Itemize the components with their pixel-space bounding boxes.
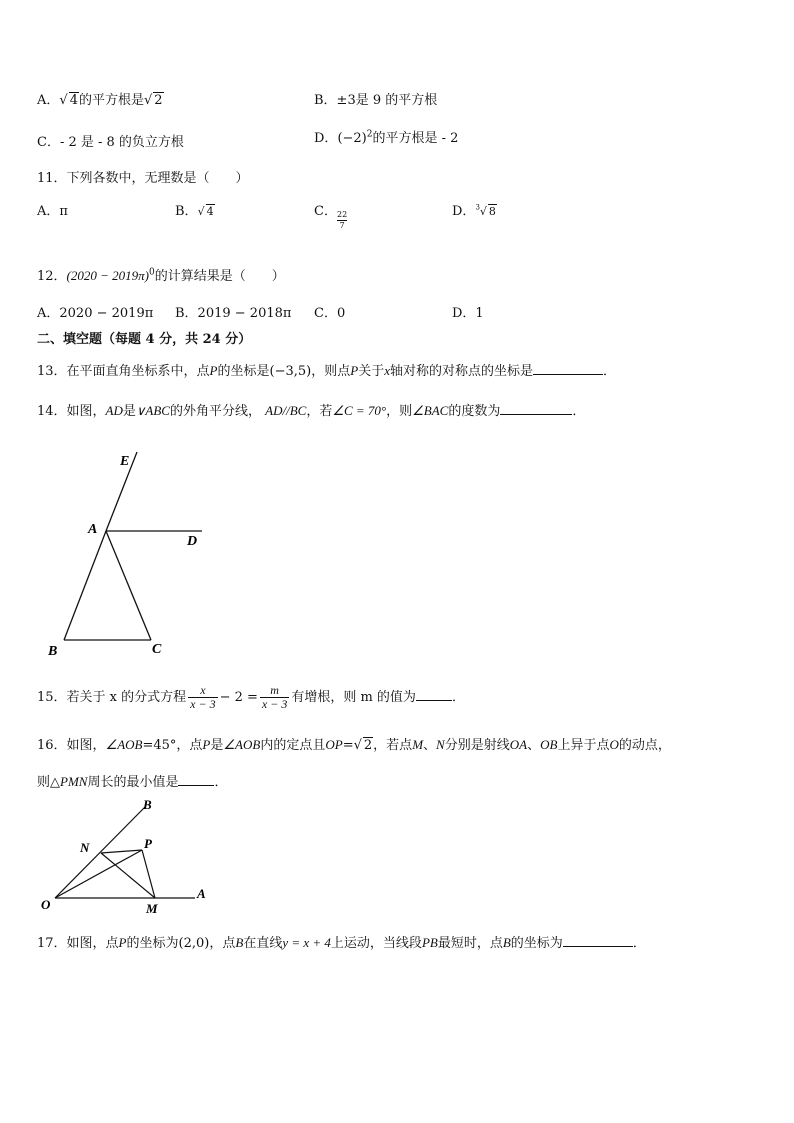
q14-text: 14．如图，AD是∨ABC的外角平分线， AD//BC，若∠C = 70°，则∠BAC的度数为 ． (37, 403, 586, 419)
q10-option-b: B．±3是 9 的平方根 (314, 93, 438, 108)
label-c: C (152, 642, 162, 657)
q11-option-a: A．π (37, 204, 68, 219)
q13-text: 13．在平面直角坐标系中，点P的坐标是(−3,5)，则点P关于x轴对称的对称点的坐标是 ． (37, 363, 617, 379)
q17-text: 17．如图，点P的坐标为(2,0)，点B在直线y = x + 4上运动，当线段PB最短时，点B的坐标为 ． (37, 935, 646, 951)
q11-option-b: B．√ 4 (175, 204, 214, 219)
q17-answer-blank (563, 934, 633, 947)
label-o: O (41, 897, 51, 912)
label-m: M (146, 901, 158, 916)
q15-answer-blank (416, 688, 452, 701)
label-a: A (197, 886, 206, 901)
label-e: E (120, 454, 130, 469)
figure-14 (40, 445, 220, 665)
q11-option-c-fraction: $\frac{22}{7}$ (337, 210, 348, 230)
q11-option-c: C． (314, 204, 337, 219)
q12-option-b: B．2019 − 2018π (175, 306, 292, 321)
q12-option-a: A．2020 − 2019π (37, 306, 154, 321)
label-b: B (48, 644, 58, 659)
label-d: D (187, 534, 198, 549)
q14-answer-blank (500, 402, 572, 415)
q11-option-d: D．$^3$√ 8 (452, 203, 496, 219)
q13-answer-blank (533, 362, 603, 375)
q11-stem: 11．下列各数中，无理数是（ ） (37, 171, 249, 186)
label-n: N (80, 840, 90, 855)
label-b: B (143, 797, 152, 812)
q10-option-c: C．- 2 是 - 8 的负立方根 (37, 135, 184, 150)
q12-option-c: C．0 (314, 306, 346, 321)
label-p: P (144, 836, 152, 851)
q16-answer-blank (178, 773, 214, 786)
q10-option-a: A．√ 4的平方根是√ 2 (37, 93, 163, 108)
figure-16 (35, 795, 215, 920)
q16-text-line1: 16．如图，∠AOB=45°，点P是∠AOB内的定点且OP=√ 2，若点M、N分别是射线OA、OB上异于点O的动点， (37, 737, 671, 753)
q12-stem: 12．$(2020 - 2019\pi)^0$的计算结果是（ ） (37, 267, 285, 284)
q15-text: 15．若关于 x 的分式方程 $\frac{x}{x - 3}$ − 2 = $\frac{m}{x - 3}$ 有增根，则 m 的值为 ． (37, 683, 465, 712)
section-heading: 二、填空题（每题 4 分，共 24 分） (37, 332, 252, 347)
q10-option-d: D．$(-2)^2$的平方根是 - 2 (314, 129, 459, 146)
q12-option-d: D．1 (452, 306, 484, 321)
label-a: A (88, 522, 98, 537)
q16-text-line2: 则△PMN周长的最小值是 ． (37, 774, 228, 790)
